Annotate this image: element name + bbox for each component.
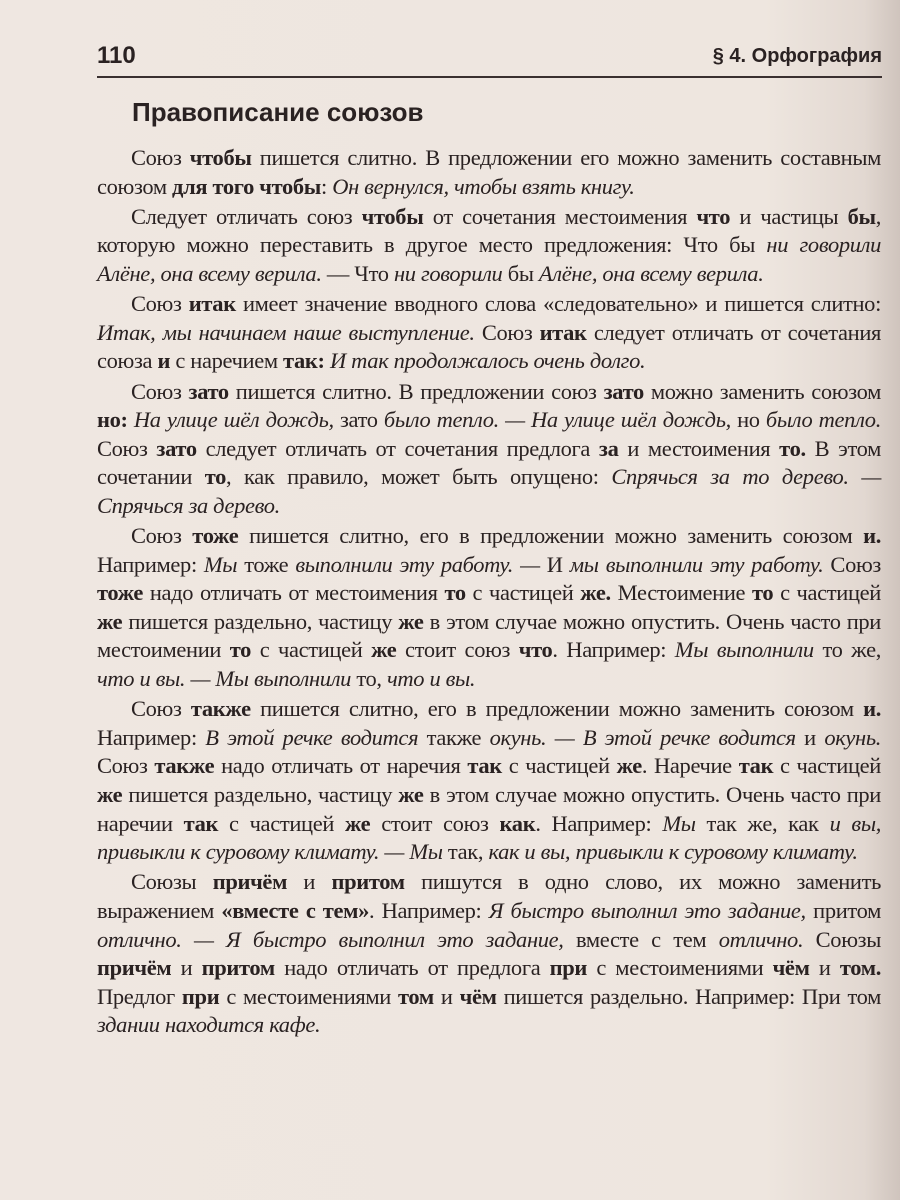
paragraph	[97, 203, 881, 289]
text-run: в этом случае можно опустить. Очень часто при наречии	[97, 782, 881, 836]
text-run: , как правило, может быть опущено:	[226, 464, 612, 490]
italic-text: Я быстро выполнил это задание,	[488, 898, 806, 923]
bold-text: то	[751, 580, 774, 606]
text-run: Союз	[131, 378, 189, 404]
bold-text: притом	[331, 869, 405, 895]
text-run: Союз	[131, 523, 193, 549]
text-run: можно заменить союзом	[643, 378, 882, 404]
bold-text: то	[204, 464, 227, 490]
bold-text: же	[97, 782, 123, 808]
text-run: Местоимение	[610, 580, 752, 606]
bold-text: что	[518, 637, 553, 663]
text-run: Следует отличать союз	[131, 203, 362, 229]
italic-text: и вы, привыкли к суровому климату. — Мы	[97, 810, 881, 865]
text-run: следует отличать от сочетания союза	[97, 319, 882, 374]
text-run: Союз	[97, 753, 155, 779]
italic-text: выполнили эту работу. —	[295, 551, 540, 577]
bold-text: для того чтобы	[172, 173, 321, 199]
italic-text: Он вернулся, чтобы взять книгу.	[332, 173, 635, 199]
italic-text: ни говорили	[393, 260, 503, 286]
text-run: пишется раздельно, частицу	[122, 608, 399, 634]
text-run: Союз	[97, 435, 157, 461]
text-run: так же, как	[695, 810, 830, 836]
text-run: также	[418, 724, 490, 750]
paragraph	[97, 522, 881, 694]
bold-text: так	[467, 753, 502, 779]
text-run: имеет значение вводного слова «следовательно» и пишется слитно:	[235, 291, 881, 317]
italic-text: Мы	[662, 810, 696, 836]
bold-text: чём	[459, 983, 497, 1009]
paragraph	[97, 378, 881, 521]
bold-text: же	[398, 608, 424, 634]
text-run: пишется слитно, его в предложении можно заменить союзом	[238, 523, 864, 549]
bold-text: также	[154, 753, 215, 779]
italic-text: отлично.	[718, 926, 804, 952]
bold-text: тоже	[192, 523, 239, 549]
page-number: 110	[97, 42, 136, 69]
text-run: И	[539, 551, 570, 577]
text-run: надо отличать от предлога	[274, 955, 550, 981]
bold-text: то	[229, 637, 252, 663]
bold-text: также	[190, 696, 251, 722]
text-run: стоит союз	[396, 637, 519, 663]
bold-text: как	[499, 810, 536, 836]
text-run: пишется слитно. В предложении его можно заменить составным союзом	[97, 145, 881, 199]
text-run: от сочетания местоимения	[423, 203, 697, 229]
text-run: с наречием	[170, 348, 284, 374]
bold-text: зато	[156, 435, 197, 461]
text-run: с частицей	[501, 753, 617, 779]
bold-text: же	[97, 608, 123, 634]
text-run: . Наречие	[641, 753, 739, 779]
text-run: с частицей	[465, 580, 581, 606]
bold-text: то.	[779, 435, 806, 461]
bold-text: причём	[212, 869, 288, 895]
bold-text: зато	[188, 378, 229, 404]
bold-text: же	[398, 782, 424, 808]
text-run: Союзы	[131, 869, 213, 895]
bold-text: чтобы	[189, 145, 252, 170]
bold-text: притом	[201, 955, 275, 981]
text-run: Союз	[131, 696, 191, 722]
italic-text: что и вы. — Мы выполнили	[97, 666, 352, 692]
bold-text: так:	[283, 348, 325, 374]
italic-text: Мы	[203, 551, 238, 577]
bold-text: же	[371, 637, 397, 663]
italic-text: что и вы.	[386, 666, 476, 692]
text-run: — Что	[321, 260, 394, 286]
header-rule	[97, 76, 882, 78]
text-run: следует отличать от сочетания предлога	[196, 435, 599, 461]
text-run: притом	[805, 898, 881, 923]
page-title: Правописание союзов	[132, 97, 424, 127]
bold-text: причём	[97, 955, 172, 981]
text-run: и	[809, 955, 840, 981]
paragraph	[97, 868, 881, 1040]
text-run: и	[795, 724, 825, 750]
text-run: :	[321, 173, 333, 199]
italic-text: окунь.	[824, 724, 882, 750]
text-run: с местоимениями	[587, 955, 773, 981]
bold-text: том	[398, 983, 434, 1009]
bold-text: итак	[539, 319, 587, 345]
bold-text: же	[344, 810, 371, 836]
italic-text: отлично. — Я быстро выполнил это задание,	[97, 926, 564, 952]
bold-text: и.	[863, 523, 881, 549]
bold-text: «вместе с тем»	[221, 898, 370, 923]
section-title: § 4. Орфография	[712, 45, 882, 67]
bold-text: же	[616, 753, 642, 779]
body-text	[97, 144, 881, 1042]
italic-text: было тепло.	[765, 407, 881, 433]
bold-text: тоже	[97, 580, 144, 606]
text-run: вместе с тем	[563, 926, 719, 952]
bold-text: и.	[863, 696, 881, 722]
text-run: с частицей	[773, 580, 881, 606]
text-run: пишется раздельно. Например: При том	[496, 983, 881, 1009]
bold-text: то	[444, 580, 466, 606]
text-run: но	[730, 407, 766, 433]
italic-text: было тепло. — На улице шёл дождь,	[383, 407, 731, 433]
italic-text: Спрячься за то дерево. — Спрячься за дерево.	[97, 464, 881, 518]
bold-text: но:	[97, 407, 128, 433]
text-run: пишется слитно. В предложении союз	[228, 378, 604, 404]
text-run: то же,	[813, 637, 881, 663]
italic-text: На улице шёл дождь,	[133, 407, 334, 433]
bold-text: чём	[772, 955, 810, 981]
text-run: . Например:	[535, 810, 663, 836]
bold-text: бы	[847, 203, 876, 229]
bold-text: итак	[188, 291, 236, 317]
italic-text: окунь. — В этой речке водится	[489, 724, 796, 750]
text-run: надо отличать от местоимения	[143, 580, 445, 606]
italic-text: здании находится кафе.	[97, 1012, 321, 1038]
text-run: Например:	[97, 551, 204, 577]
italic-text: Итак, мы начинаем наше выступление.	[97, 319, 475, 345]
text-run: с частицей	[773, 753, 881, 779]
text-run: Предлог	[97, 983, 182, 1009]
text-run: Например:	[97, 724, 206, 750]
text-run: и	[287, 869, 332, 895]
italic-text: как и вы, привыкли к суровому климату.	[488, 839, 858, 865]
text-run: надо отличать от наречия	[214, 753, 468, 779]
text-run: с местоимениями	[219, 983, 399, 1009]
text-run: Союзы	[803, 926, 881, 952]
text-run: пишется слитно, его в предложении можно заменить союзом	[250, 696, 864, 722]
bold-text: том.	[839, 955, 881, 981]
text-run: с частицей	[218, 810, 345, 836]
bold-text: так	[738, 753, 774, 779]
bold-text: так	[183, 810, 219, 836]
text-run: и местоимения	[618, 435, 780, 461]
italic-text: В этой речке водится	[205, 724, 419, 750]
text-run: пишется раздельно, частицу	[122, 782, 399, 808]
bold-text: при	[181, 983, 220, 1009]
bold-text: чтобы	[361, 203, 424, 229]
bold-text: при	[549, 955, 588, 981]
text-run: и	[433, 983, 460, 1009]
text-run: с частицей	[251, 637, 372, 663]
text-run: . Например:	[552, 637, 675, 663]
italic-text: Алёне, она всему верила.	[538, 260, 764, 286]
text-run: . Например:	[369, 898, 489, 923]
text-run: тоже	[237, 551, 296, 577]
paragraph	[97, 695, 881, 867]
text-run: , которую можно переставить в другое место предложения: Что бы	[97, 203, 881, 258]
bold-text: же.	[580, 580, 611, 606]
text-run: В этом сочетании	[97, 435, 882, 490]
text-run: Союз	[474, 319, 540, 345]
text-run: Союз	[823, 551, 881, 577]
bold-text: и	[157, 348, 171, 374]
text-run: Союз	[131, 291, 189, 317]
italic-text: Мы выполнили	[674, 637, 814, 663]
text-run: Союз	[131, 145, 190, 170]
text-run: так,	[442, 839, 489, 865]
paragraph	[97, 290, 881, 376]
italic-text: мы выполнили эту работу.	[569, 551, 824, 577]
text-run: бы	[502, 260, 539, 286]
text-run: и частицы	[730, 203, 848, 229]
text-run: в этом случае можно опустить. Очень часто при местоимении	[97, 608, 881, 663]
text-run: и	[171, 955, 202, 981]
italic-text: ни говорили Алёне, она всему верила.	[97, 232, 882, 286]
text-run: то,	[351, 666, 387, 692]
text-run: пишутся в одно слово, их можно заменить выражением	[97, 869, 881, 923]
running-header	[97, 42, 882, 72]
bold-text: зато	[603, 378, 644, 404]
bold-text: что	[696, 203, 731, 229]
text-run: зато	[333, 407, 384, 433]
bold-text: за	[598, 435, 619, 461]
text-run: стоит союз	[370, 810, 500, 836]
italic-text: И так продолжалось очень долго.	[329, 348, 646, 374]
paragraph	[97, 144, 881, 201]
